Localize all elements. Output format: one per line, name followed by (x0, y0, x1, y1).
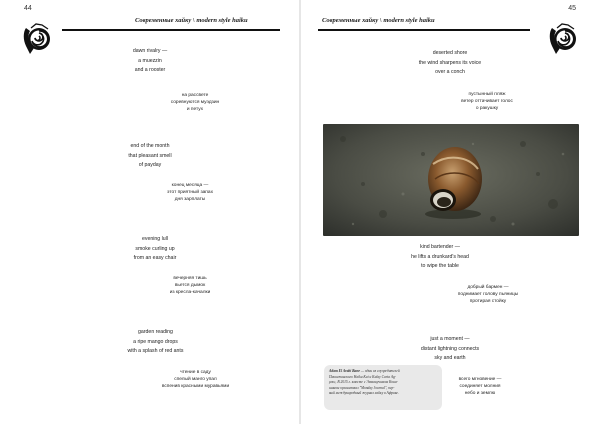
haiku-line: from an easy chair (133, 255, 177, 261)
haiku-line: the wind sharpens its voice (418, 59, 482, 66)
right-header-rule (318, 29, 530, 31)
haiku-line: вспенив красными муравьями (161, 384, 230, 389)
haiku-line: вьется дымок (174, 283, 206, 288)
haiku-stanza-ru (430, 376, 530, 397)
haiku-stanza-ru (442, 91, 532, 112)
haiku-line: соединяет молния (459, 384, 501, 389)
book-gutter (299, 0, 301, 424)
haiku-line: of payday (138, 162, 162, 168)
bio-text: ρους. В 2015 г. вместе с Эмманучимом Кони- (329, 380, 398, 385)
haiku-line: over a conch (435, 69, 465, 75)
bio-text: Пакистанского Haiku Kai и Kalay Carta Ag- (329, 374, 397, 379)
haiku-stanza-ru (155, 92, 235, 113)
spiral-shell-logo-icon (22, 22, 52, 58)
haiku-line: всего мгновение — (458, 377, 502, 382)
haiku-line: на рассвете (181, 93, 209, 98)
bio-text: — один из соучредителей (360, 369, 400, 373)
haiku-stanza-ru (148, 369, 243, 390)
left-header-title: Современные хайку \ modern style haiku (135, 17, 248, 24)
spiral-shell-logo-icon (548, 22, 578, 58)
haiku-line: end of the month (130, 143, 170, 149)
haiku-line: to wipe the table (421, 263, 459, 269)
bio-text: вый международный журнал хайку в Африке. (329, 391, 399, 396)
haiku-stanza-en (115, 235, 195, 264)
haiku-line: kind bartender — (420, 244, 460, 250)
haiku-line: добрый бармен — (467, 285, 509, 290)
haiku-line: with a splash of red ants (127, 348, 184, 354)
haiku-line: that pleasant smell (128, 152, 172, 159)
haiku-line: distant lightning connects (420, 345, 480, 352)
haiku-line: a muezzin (138, 57, 162, 64)
left-header-rule (62, 29, 280, 31)
author-bio-box (324, 365, 442, 410)
haiku-line: и петух (186, 107, 204, 112)
left-page-number: 44 (24, 5, 32, 12)
author-name: Adam El Arabi Bane (329, 369, 360, 373)
bio-text: шаном организовал "Monday Journal", пер- (329, 385, 395, 390)
haiku-stanza-en (110, 142, 190, 171)
right-header-title: Современные хайку \ modern style haiku (322, 17, 435, 24)
haiku-stanza-ru (150, 275, 230, 296)
haiku-line: конец месяца — (171, 183, 209, 188)
haiku-line: he lifts a drunkard's head (411, 253, 469, 260)
haiku-line: garden reading (138, 329, 173, 335)
haiku-line: о ракушку (475, 106, 499, 111)
haiku-line: пустынный пляж (468, 92, 506, 97)
haiku-line: этот приятный запах (167, 190, 213, 195)
haiku-stanza-en (120, 47, 180, 76)
haiku-stanza-en (390, 243, 490, 272)
haiku-line: из кресла-качалки (169, 290, 211, 295)
haiku-line: вечерняя тишь (173, 276, 207, 281)
haiku-line: спелый манго упал (174, 377, 217, 382)
haiku-line: evening lull (142, 236, 168, 242)
haiku-line: dawn rivalry — (132, 48, 168, 54)
haiku-line: протирая стойку (469, 299, 507, 304)
haiku-stanza-ru (150, 182, 230, 203)
haiku-line: a ripe mango drops (133, 338, 178, 345)
haiku-line: smoke curling up (135, 245, 175, 252)
haiku-line: just a moment — (430, 336, 470, 342)
right-page-number: 45 (568, 5, 576, 12)
haiku-stanza-ru (438, 284, 538, 305)
snail-shell-photo (323, 124, 579, 236)
haiku-line: deserted shore (432, 50, 468, 56)
haiku-stanza-en (400, 335, 500, 364)
haiku-line: and a rooster (134, 67, 166, 73)
haiku-line: чтение в саду (180, 370, 211, 375)
haiku-line: поднимает голову пьяницы (457, 292, 519, 297)
haiku-line: ветер оттачивает голос (461, 99, 513, 104)
haiku-stanza-en (405, 49, 495, 78)
haiku-stanza-en (108, 328, 203, 357)
haiku-line: соревнуются муэдзин (170, 100, 220, 105)
haiku-line: небо и землю (464, 391, 496, 396)
haiku-line: sky and earth (434, 355, 466, 361)
haiku-line: дня зарплаты (174, 197, 206, 202)
